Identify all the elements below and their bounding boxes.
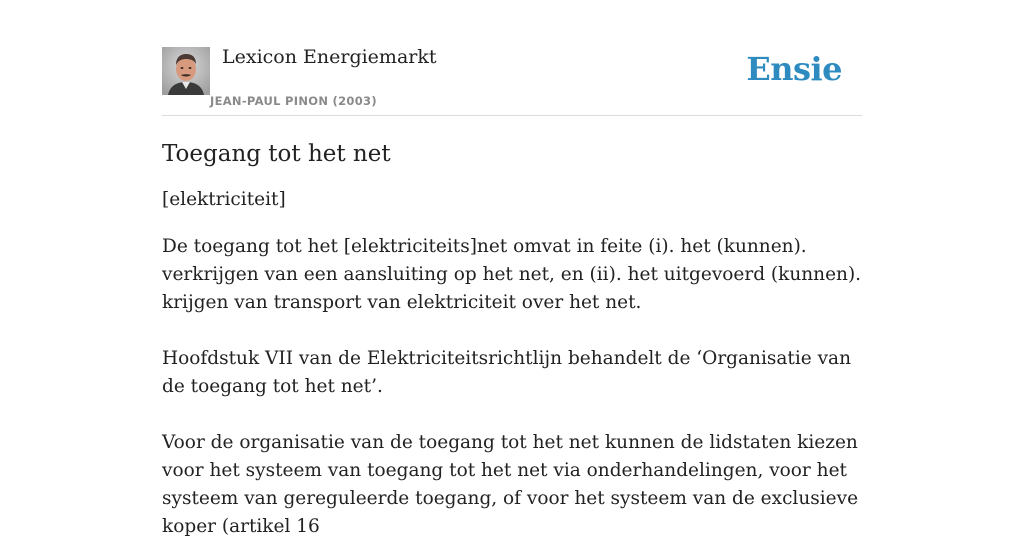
lexicon-title[interactable]: Lexicon Energiemarkt xyxy=(222,46,437,68)
author-avatar[interactable] xyxy=(162,47,210,95)
article-paragraph: Hoofdstuk VII van de Elektriciteitsrichtlijn behandelt de ‘Organisatie van de toegang tot het net’. xyxy=(162,348,851,397)
author-name[interactable]: JEAN-PAUL PINON (2003) xyxy=(210,94,377,108)
article-body xyxy=(162,138,862,541)
article-paragraph: De toegang tot het [elektriciteits]net omvat in feite (i). het (kunnen). verkrijgen van een aansluiting op het net, en (ii). het uitgevoerd (kunnen). krijgen van transport van elektriciteit over het net. xyxy=(162,236,862,313)
author-portrait-icon xyxy=(162,47,210,95)
article-category: [elektriciteit] xyxy=(162,189,286,210)
article-header xyxy=(162,44,862,116)
article-title: Toegang tot het net xyxy=(162,141,391,167)
brand-logo[interactable]: Ensie xyxy=(746,50,842,88)
article-paragraph: Voor de organisatie van de toegang tot het net kunnen de lidstaten kiezen voor het systeem van toegang tot het net via onderhandelingen, voor het systeem van gereguleerde toegang, of voor het systeem van de exclusieve koper (artikel 16 xyxy=(162,432,859,537)
